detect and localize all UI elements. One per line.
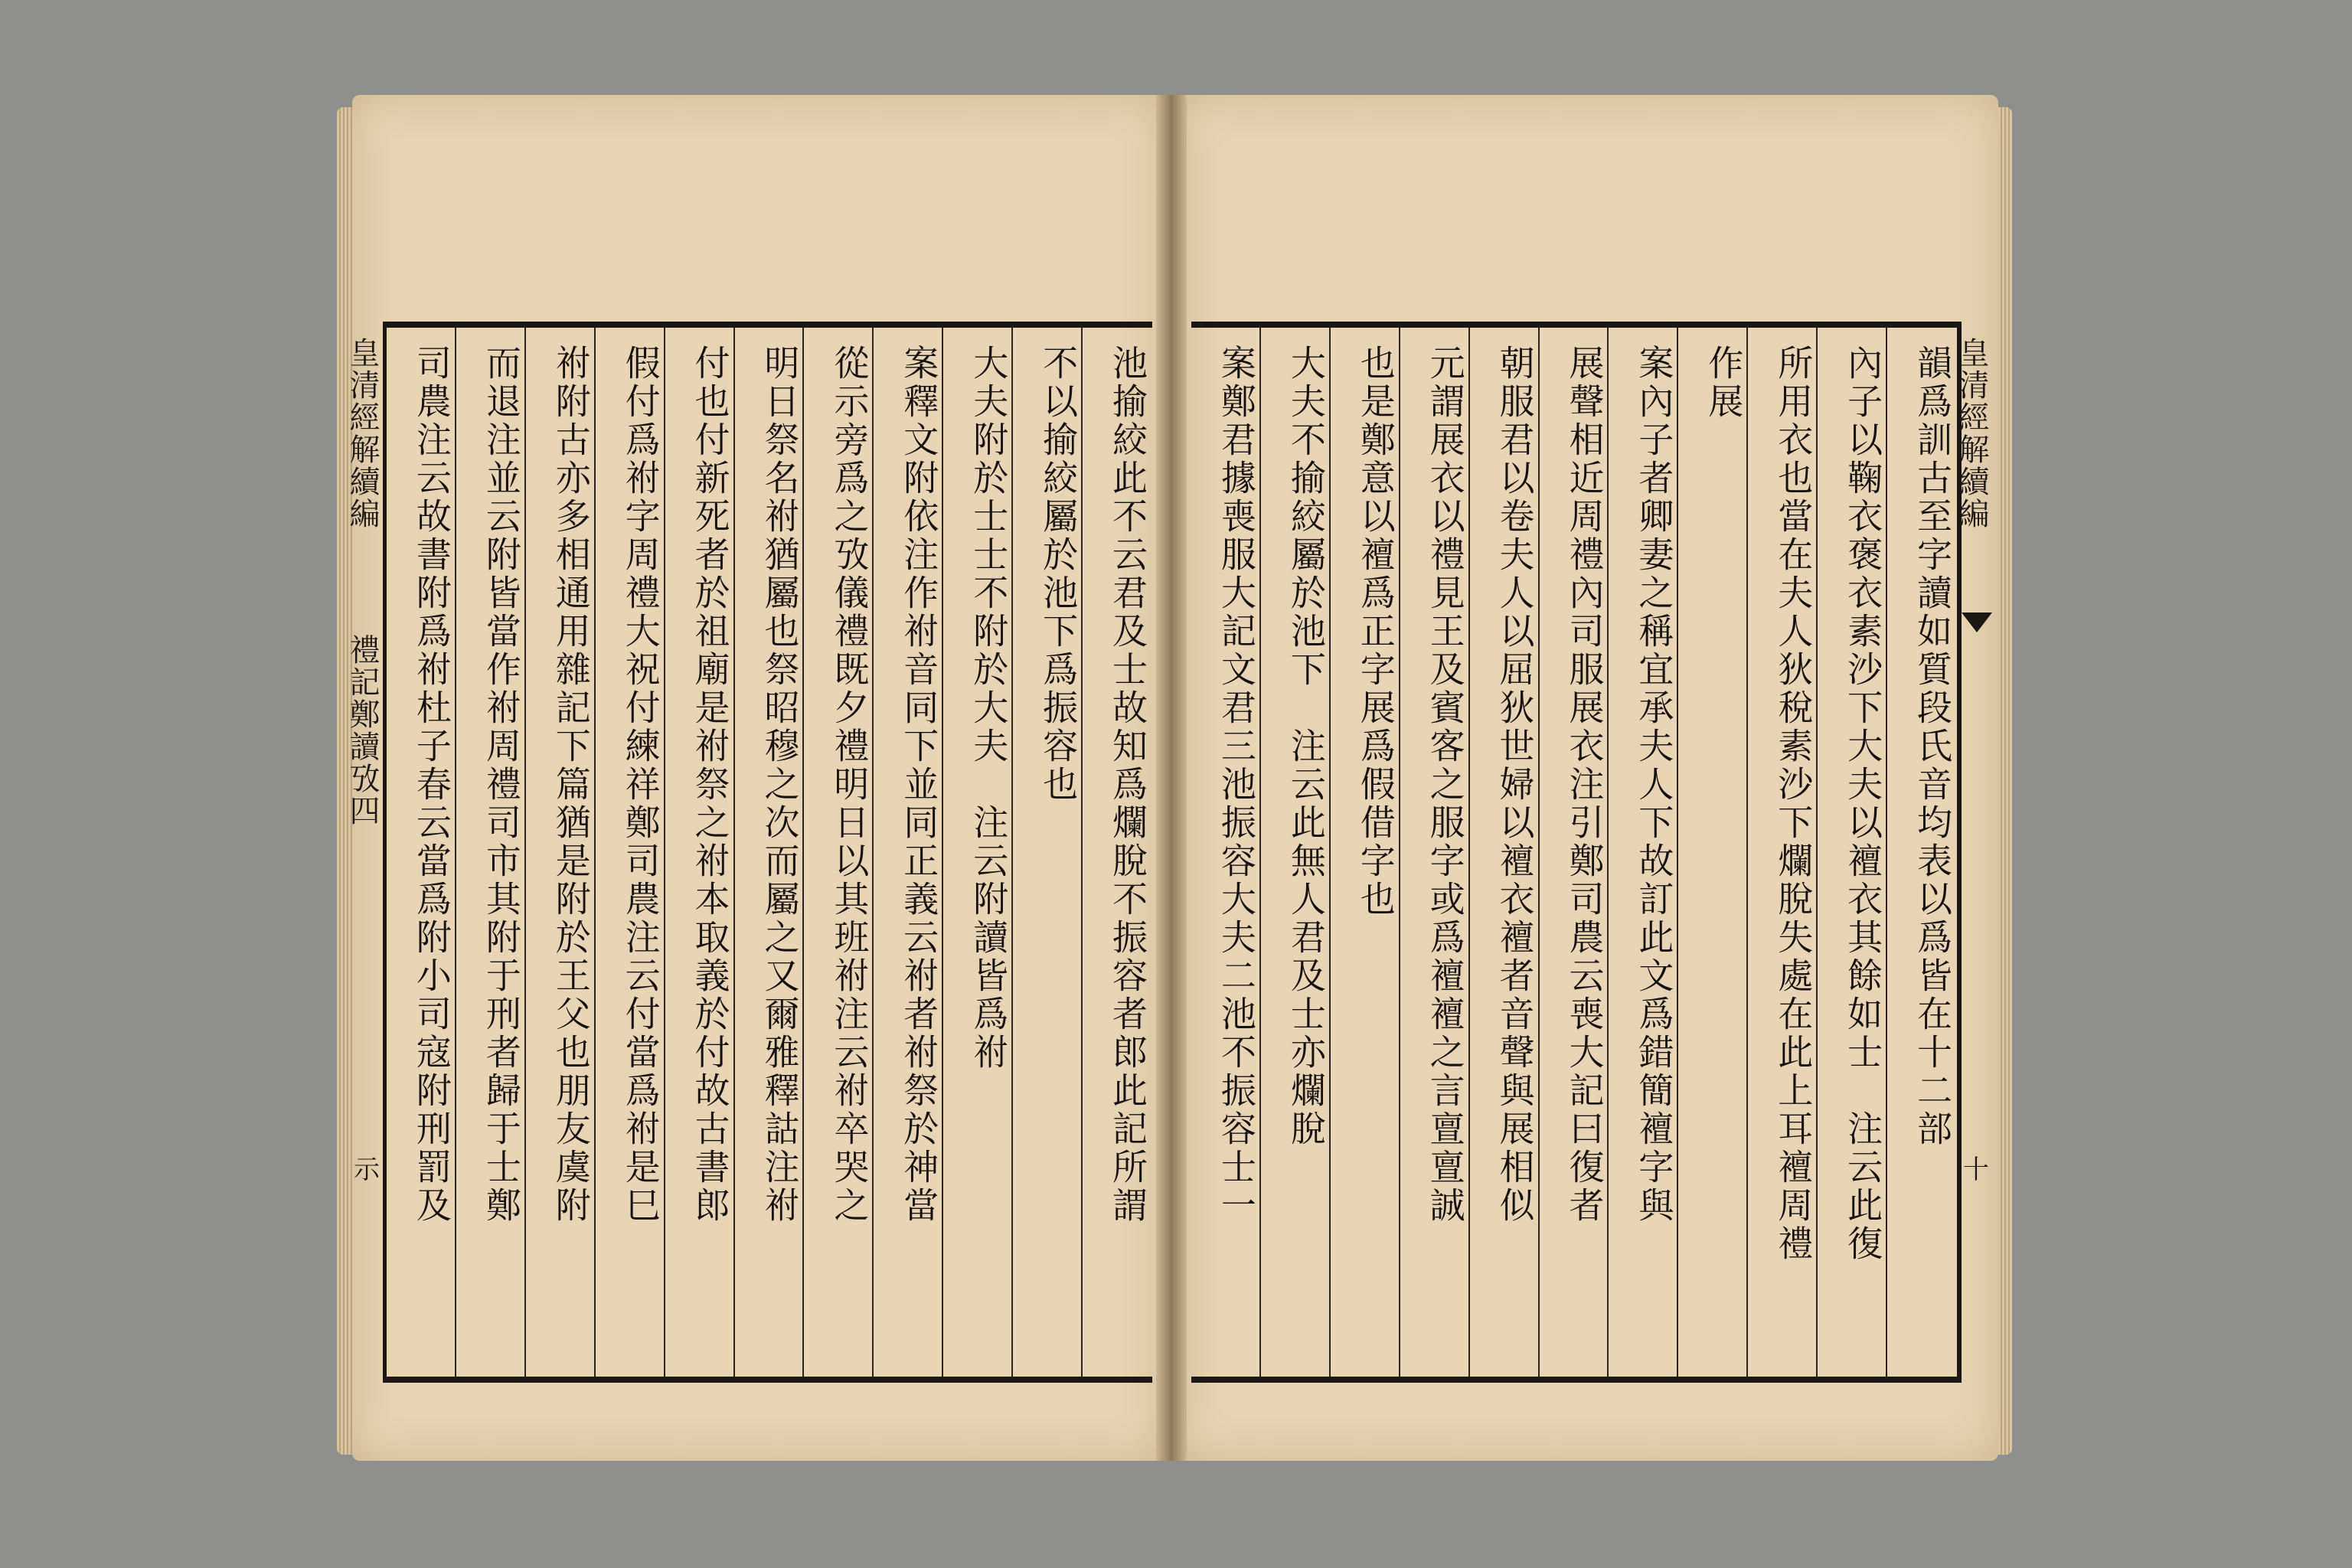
column-rule <box>1816 328 1818 1377</box>
column-rule <box>664 328 665 1377</box>
column-rule <box>942 328 943 1377</box>
column-rule <box>1011 328 1013 1377</box>
text-column: 案鄭君據喪服大記文君三池振容大夫二池不振容士一 <box>1215 345 1257 1225</box>
column-rule <box>1607 328 1609 1377</box>
right-banxin-title: 皇清經解續編 <box>1954 337 1989 530</box>
text-column: 案釋文附依注作祔音同下並同正義云祔者祔祭於神當 <box>898 345 940 1225</box>
column-rule <box>524 328 526 1377</box>
column-rule <box>1399 328 1400 1377</box>
column-rule <box>1468 328 1470 1377</box>
book-gutter <box>1156 95 1187 1461</box>
column-rule <box>872 328 874 1377</box>
column-rule <box>1677 328 1678 1377</box>
column-rule <box>1329 328 1331 1377</box>
text-column: 韻爲訓古至字讀如質段氏音均表以爲皆在十二部 <box>1912 345 1953 1148</box>
right-banxin <box>1954 322 1994 1370</box>
left-text-frame <box>383 322 1152 1383</box>
left-folio: 示 <box>354 1155 380 1185</box>
text-column: 假付爲祔字周禮大祝付練祥鄭司農注云付當爲祔是巳 <box>619 345 662 1225</box>
text-column: 作展 <box>1703 345 1745 421</box>
text-column: 案內子者卿妻之稱宜承夫人下故訂此文爲錯簡襢字與 <box>1633 345 1675 1225</box>
column-rule <box>1538 328 1540 1377</box>
text-column: 所用衣也當在夫人狄稅素沙下爛脫失處在此上耳襢周禮 <box>1772 345 1815 1263</box>
text-column: 大夫附於士士不附於大夫 注云附讀皆爲祔 <box>968 345 1010 1072</box>
column-rule <box>1081 328 1083 1377</box>
left-banxin <box>345 322 384 1370</box>
right-text-frame <box>1191 322 1962 1383</box>
text-column: 而退注並云附皆當作祔周禮司市其附于刑者歸于士鄭 <box>480 345 522 1225</box>
fish-tail-marker <box>1962 612 1992 632</box>
text-column: 付也付新死者於祖廟是祔祭之祔本取義於付故古書郎 <box>689 345 731 1225</box>
text-column: 池揄絞此不云君及士故知爲爛脫不振容者郎此記所謂 <box>1107 345 1148 1225</box>
column-rule <box>455 328 456 1377</box>
left-banxin-title: 皇清經解續編 <box>345 337 380 530</box>
text-column: 展聲相近周禮內司服展衣注引鄭司農云喪大記曰復者 <box>1563 345 1606 1225</box>
text-column: 不以揄絞屬於池下爲振容也 <box>1037 345 1080 804</box>
text-column: 元謂展衣以禮見王及賓客之服字或爲襢襢之言亶亶誠 <box>1424 345 1466 1225</box>
column-rule <box>594 328 596 1377</box>
left-banxin-subtitle: 禮記鄭讀攷四 <box>345 634 380 827</box>
column-rule <box>1259 328 1261 1377</box>
text-column: 也是鄭意以襢爲正字展爲假借字也 <box>1354 345 1396 919</box>
text-column: 明日祭名祔猶屬也祭昭穆之次而屬之又爾雅釋詁注祔 <box>759 345 801 1225</box>
text-column: 從示旁爲之攷儀禮既夕禮明日以其班祔注云祔卒哭之 <box>828 345 871 1225</box>
column-rule <box>1746 328 1748 1377</box>
text-column: 大夫不揄絞屬於池下 注云此無人君及士亦爛脫 <box>1285 345 1327 1148</box>
column-rule <box>733 328 735 1377</box>
text-column: 祔附古亦多相通用雜記下篇猶是附於王父也朋友虞附 <box>550 345 592 1225</box>
text-column: 朝服君以卷夫人以屈狄世婦以襢衣襢者音聲與展相似 <box>1494 345 1536 1225</box>
text-column: 司農注云故書附爲祔杜子春云當爲附小司寇附刑罰及 <box>410 345 452 1225</box>
column-rule <box>1886 328 1887 1377</box>
text-column: 內子以鞠衣褒衣素沙下大夫以襢衣其餘如士 注云此復 <box>1842 345 1884 1263</box>
column-rule <box>802 328 804 1377</box>
right-folio: 十 <box>1963 1155 1989 1185</box>
